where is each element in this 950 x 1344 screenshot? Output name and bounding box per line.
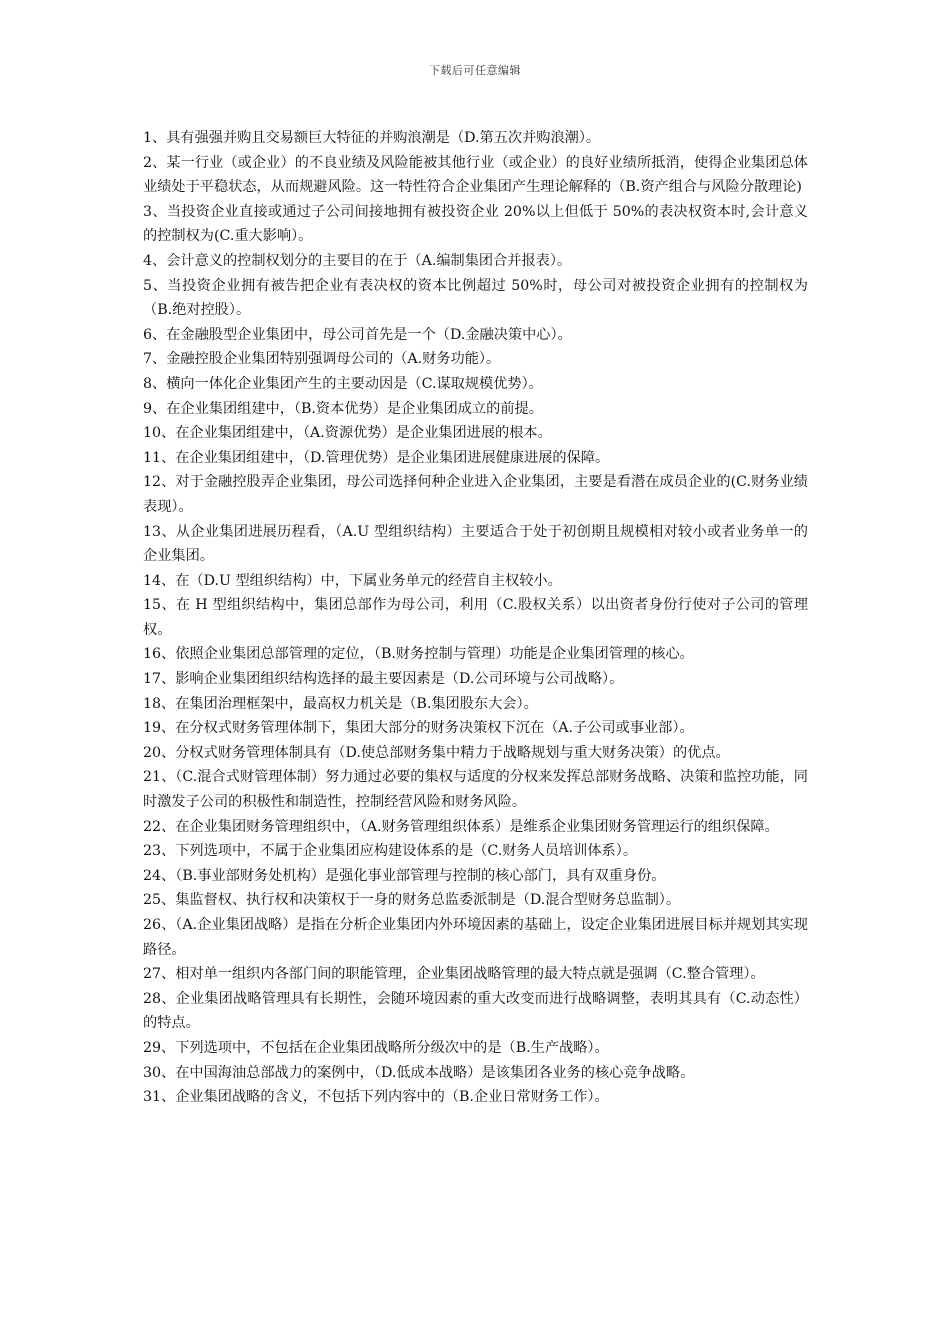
question-item: 11、在企业集团组建中，（D.管理优势）是企业集团进展健康进展的保障。 [143, 449, 610, 466]
question-item: 1、具有强强并购且交易额巨大特征的并购浪潮是（D.第五次并购浪潮）。 [143, 130, 601, 146]
question-item: 30、在中国海油总部战力的案例中，（D.低成本战略）是该集团各业务的核心竞争战略。 [143, 1064, 695, 1081]
question-item: 14、在（D.U 型组织结构）中，下属业务单元的经营自主权较小。 [143, 572, 562, 589]
question-item: 26、（A.企业集团战略）是指在分析企业集团内外环境因素的基础上，设定企业集团进展目标并规划其实现路径。 [143, 917, 808, 958]
question-item: 9、在企业集团组建中，（B.资本优势）是企业集团成立的前提。 [143, 400, 543, 417]
question-item: 23、下列选项中，不属于企业集团应构建设体系的是（C.财务人员培训体系）。 [143, 843, 638, 860]
question-item: 24、（B.事业部财务处机构）是强化事业部管理与控制的核心部门，具有双重身份。 [143, 867, 666, 884]
question-item: 18、在集团治理框架中，最高权力机关是（B.集团股东大会）。 [143, 695, 538, 712]
question-item: 10、在企业集团组建中，（A.资源优势）是企业集团进展的根本。 [143, 425, 552, 442]
question-item: 13、从企业集团进展历程看，（A.U 型组织结构）主要适合于处于初创期且规模相对较小或者业务单一的企业集团。 [143, 523, 808, 565]
question-item: 22、在企业集团财务管理组织中，（A.财务管理组织体系）是维系企业集团财务管理运行的组织保障。 [143, 818, 779, 835]
question-item: 28、企业集团战略管理具有长期性，会随环境因素的重大改变而进行战略调整，表明其具有（C.动态性）的特点。 [143, 990, 808, 1032]
page-header: 下载后可任意编辑 [429, 64, 521, 77]
question-item: 21、（C.混合式财管理体制）努力通过必要的集权与适度的分权来发挥总部财务战略、决策和监控功能，同时激发子公司的积极性和制造性，控制经营风险和财务风险。 [143, 769, 808, 811]
question-item: 17、影响企业集团组织结构选择的最主要因素是（D.公司环境与公司战略）。 [143, 671, 624, 688]
question-item: 6、在金融股型企业集团中，母公司首先是一个（D.金融决策中心）。 [143, 326, 572, 343]
question-item: 16、依照企业集团总部管理的定位，（B.财务控制与管理）功能是企业集团管理的核心。 [143, 646, 694, 663]
question-item: 12、对于金融控股弄企业集团，母公司选择何种企业进入企业集团，主要是看潜在成员企业的(C.财务业绩表现）。 [143, 474, 808, 515]
document-body [143, 126, 808, 1110]
question-item: 19、在分权式财务管理体制下，集团大部分的财务决策权下沉在（A.子公司或事业部）。 [143, 720, 694, 737]
question-item: 20、分权式财务管理体制具有（D.使总部财务集中精力于战略规划与重大财务决策）的优点。 [143, 744, 730, 761]
question-item: 27、相对单一组织内各部门间的职能管理，企业集团战略管理的最大特点就是强调（C.整合管理）。 [143, 966, 765, 983]
question-item: 7、金融控股企业集团特别强调母公司的（A.财务功能）。 [143, 351, 501, 368]
question-item: 5、当投资企业拥有被告把企业有表决权的资本比例超过 50%时，母公司对被投资企业拥有的控制权为（B.绝对控股）。 [143, 277, 808, 319]
question-item: 25、集监督权、执行权和决策权于一身的财务总监委派制是（D.混合型财务总监制）。 [143, 892, 681, 909]
question-item: 8、横向一体化企业集团产生的主要动因是（C.谋取规模优势）。 [143, 375, 543, 392]
question-item: 4、会计意义的控制权划分的主要目的在于（A.编制集团合并报表）。 [143, 252, 572, 269]
question-item: 3、当投资企业直接或通过子公司间接地拥有被投资企业 20%以上但低于 50%的表决权资本时,会计意义的控制权为(C.重大影响）。 [143, 203, 808, 245]
question-item: 29、下列选项中，不包括在企业集团战略所分级次中的是（B.生产战略）。 [143, 1039, 609, 1056]
question-item: 15、在 H 型组织结构中，集团总部作为母公司，利用（C.股权关系）以出资者身份行使对子公司的管理权。 [143, 597, 808, 638]
question-item: 2、某一行业（或企业）的不良业绩及风险能被其他行业（或企业）的良好业绩所抵消，使得企业集团总体业绩处于平稳状态，从而规避风险。这一特性符合企业集团产生理论解释的（B.资产组合与风险分散理论) [143, 154, 808, 196]
question-item: 31、企业集团战略的含义，不包括下列内容中的（B.企业日常财务工作）。 [143, 1089, 609, 1106]
